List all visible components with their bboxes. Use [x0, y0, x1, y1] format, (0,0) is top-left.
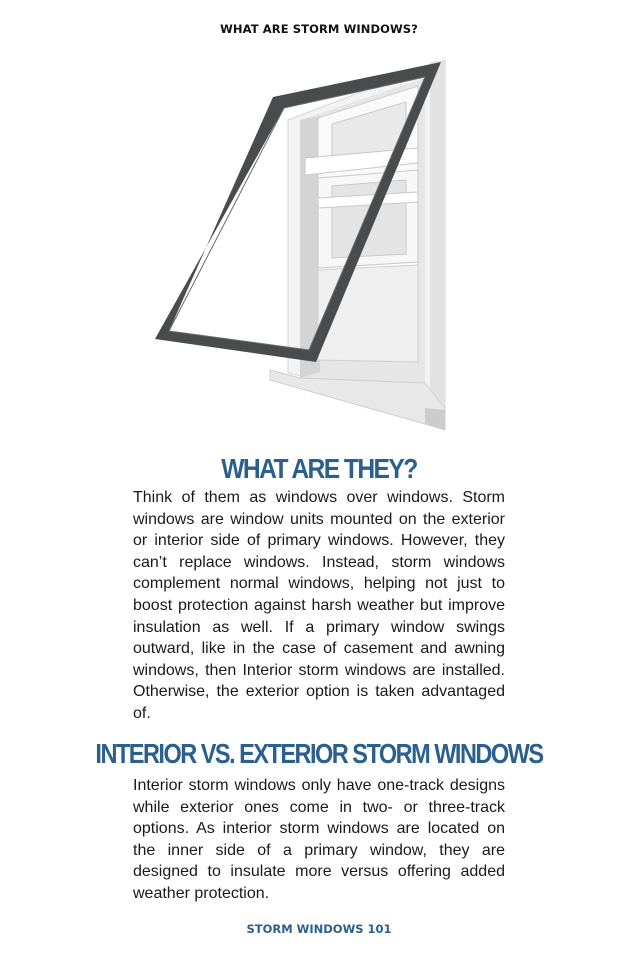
sill-front: [425, 408, 445, 430]
storm-window-illustration: [0, 40, 638, 450]
section-heading-interior-vs-exterior: INTERIOR VS. EXTERIOR STORM WINDOWS: [95, 738, 543, 769]
section-heading-what-are-they: WHAT ARE THEY?: [221, 453, 417, 484]
section-body-what-are-they: Think of them as windows over windows. Storm windows are window units mounted on the exterior or interior side of primary windows. However, they can’t replace windows. Instead, storm windows complement normal windows, helping not just to boost protection against harsh weather but improve insulation as well. If a primary window swings outward, like in the case of casement and awning windows, then Interior storm windows are installed. Otherwise, the exterior option is taken advantaged of.: [133, 489, 505, 722]
wall-right-face: [430, 60, 445, 408]
page-header-title: WHAT ARE STORM WINDOWS?: [220, 22, 418, 36]
page-footer: STORM WINDOWS 101: [246, 922, 392, 936]
section-body-interior-vs-exterior: Interior storm windows only have one-track designs while exterior ones come in two- or three-track options. As interior storm windows are located on the inner side of a primary window, they are designed to insulate more versus offering added weather protection.: [133, 777, 505, 902]
